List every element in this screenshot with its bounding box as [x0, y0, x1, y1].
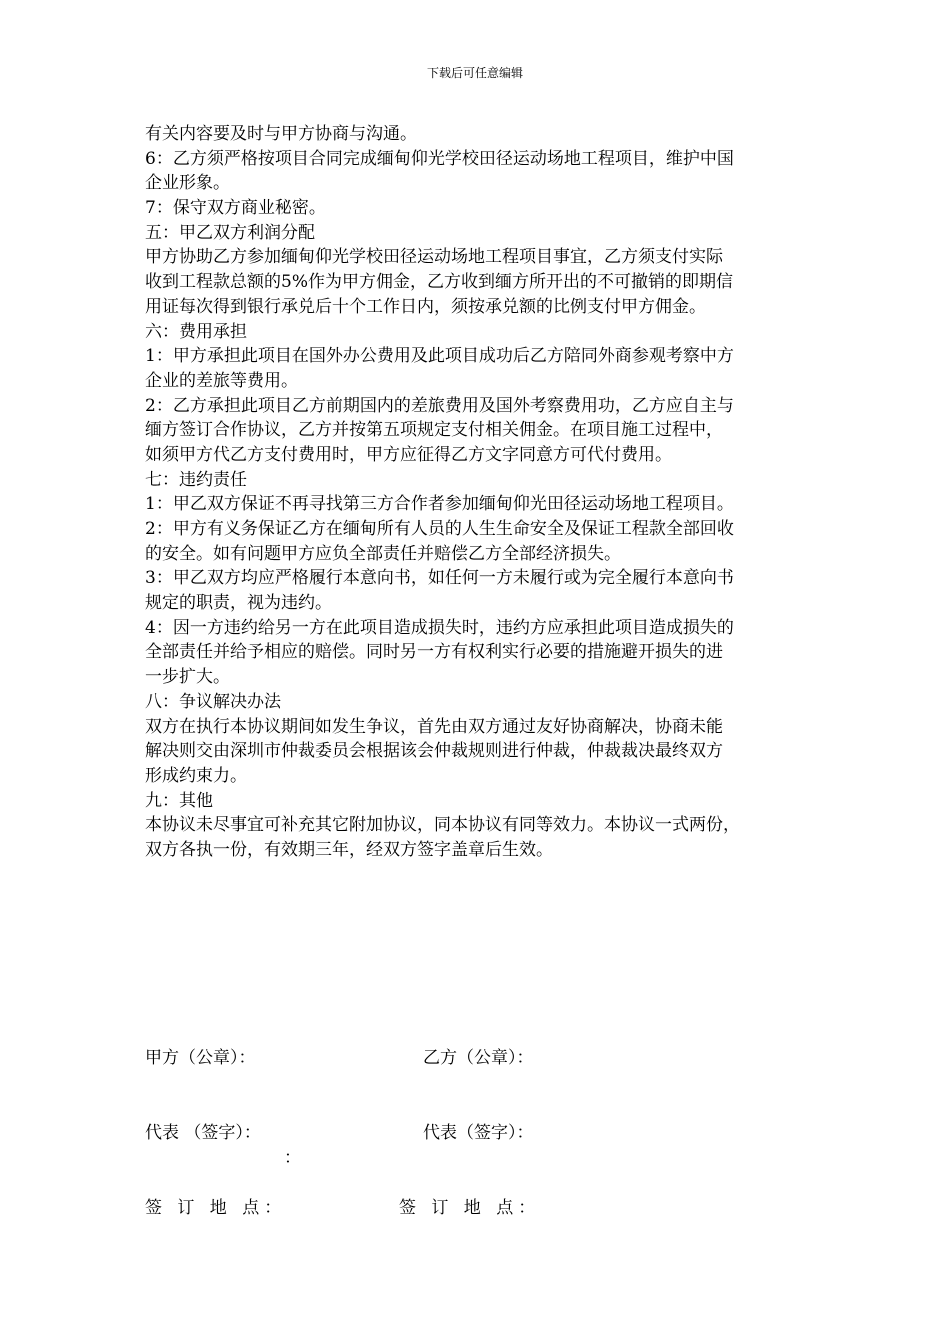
section-heading-9: 九：其他 [145, 790, 213, 811]
party-a-rep-label: 代表 （签字）： [145, 1123, 261, 1143]
text-line: 形成约束力。 [145, 765, 247, 786]
agreement-body [145, 122, 817, 863]
text-line: 规定的职责，视为违约。 [145, 593, 332, 614]
section-heading-6: 六：费用承担 [145, 321, 247, 342]
clause-7-line: 7：保守双方商业秘密。 [145, 198, 326, 219]
text-line: 甲方协助乙方参加缅甸仰光学校田径运动场地工程项目事宜，乙方须支付实际 [145, 247, 723, 268]
text-line: 一步扩大。 [145, 667, 230, 688]
text-line: 1：甲乙双方保证不再寻找第三方合作者参加缅甸仰光田径运动场地工程项目。 [145, 494, 734, 515]
page-header: 下载后可任意编辑 [426, 66, 523, 80]
text-line: 4：因一方违约给另一方在此项目造成损失时，违约方应承担此项目造成损失的 [145, 617, 734, 638]
text-line: 3：甲乙双方均应严格履行本意向书，如任何一方未履行或为完全履行本意向书 [145, 568, 734, 589]
text-line: 解决则交由深圳市仲裁委员会根据该会仲裁规则进行仲裁，仲裁裁决最终双方 [145, 741, 723, 762]
party-b-rep-label: 代表（签字）： [423, 1123, 534, 1143]
party-b-seal-label: 乙方（公章）： [423, 1048, 534, 1068]
text-line: 如须甲方代乙方支付费用时，甲方应征得乙方文字同意方可代付费用。 [145, 444, 672, 465]
text-line: 1：甲方承担此项目在国外办公费用及此项目成功后乙方陪同外商参观考察中方 [145, 346, 734, 367]
section-heading-8: 八：争议解决办法 [145, 691, 281, 712]
text-line: 有关内容要及时与甲方协商与沟通。 [145, 124, 417, 144]
text-line: 的安全。如有问题甲方应负全部责任并赔偿乙方全部经济损失。 [145, 543, 621, 564]
text-line: 用证每次得到银行承兑后十个工作日内，须按承兑额的比例支付甲方佣金。 [145, 296, 706, 317]
text-line: 双方各执一份，有效期三年，经双方签字盖章后生效。 [145, 839, 553, 860]
section-heading-5: 五：甲乙双方利润分配 [145, 222, 315, 243]
section-heading-7: 七：违约责任 [145, 469, 247, 490]
text-line: 收到工程款总额的5%作为甲方佣金，乙方收到缅方所开出的不可撤销的即期信 [145, 272, 733, 293]
text-line: 全部责任并给予相应的赔偿。同时另一方有权利实行必要的措施避开损失的进 [145, 642, 723, 663]
party-a-place-label: 签 订 地 点： [145, 1198, 287, 1218]
text-line: 2：甲方有义务保证乙方在缅甸所有人员的人生生命安全及保证工程款全部回收 [145, 519, 734, 539]
text-line: 双方在执行本协议期间如发生争议，首先由双方通过友好协商解决，协商未能 [145, 716, 723, 737]
clause-6-line: 6：乙方须严格按项目合同完成缅甸仰光学校田径运动场地工程项目，维护中国 [145, 148, 734, 169]
party-a-seal-label: 甲方（公章）： [145, 1048, 256, 1068]
text-line: 企业形象。 [145, 173, 230, 194]
text-line: 2：乙方承担此项目乙方前期国内的差旅费用及国外考察费用功，乙方应自主与 [145, 395, 734, 416]
text-line: 缅方签订合作协议，乙方并按第五项规定支付相关佣金。在项目施工过程中， [145, 420, 723, 441]
text-line: 企业的差旅等费用。 [145, 370, 298, 391]
stray-colon: ： [284, 1148, 301, 1168]
party-b-place-label: 签 订 地 点： [399, 1198, 541, 1218]
text-line: 本协议未尽事宜可补充其它附加协议，同本协议有同等效力。本协议一式两份， [145, 815, 740, 836]
